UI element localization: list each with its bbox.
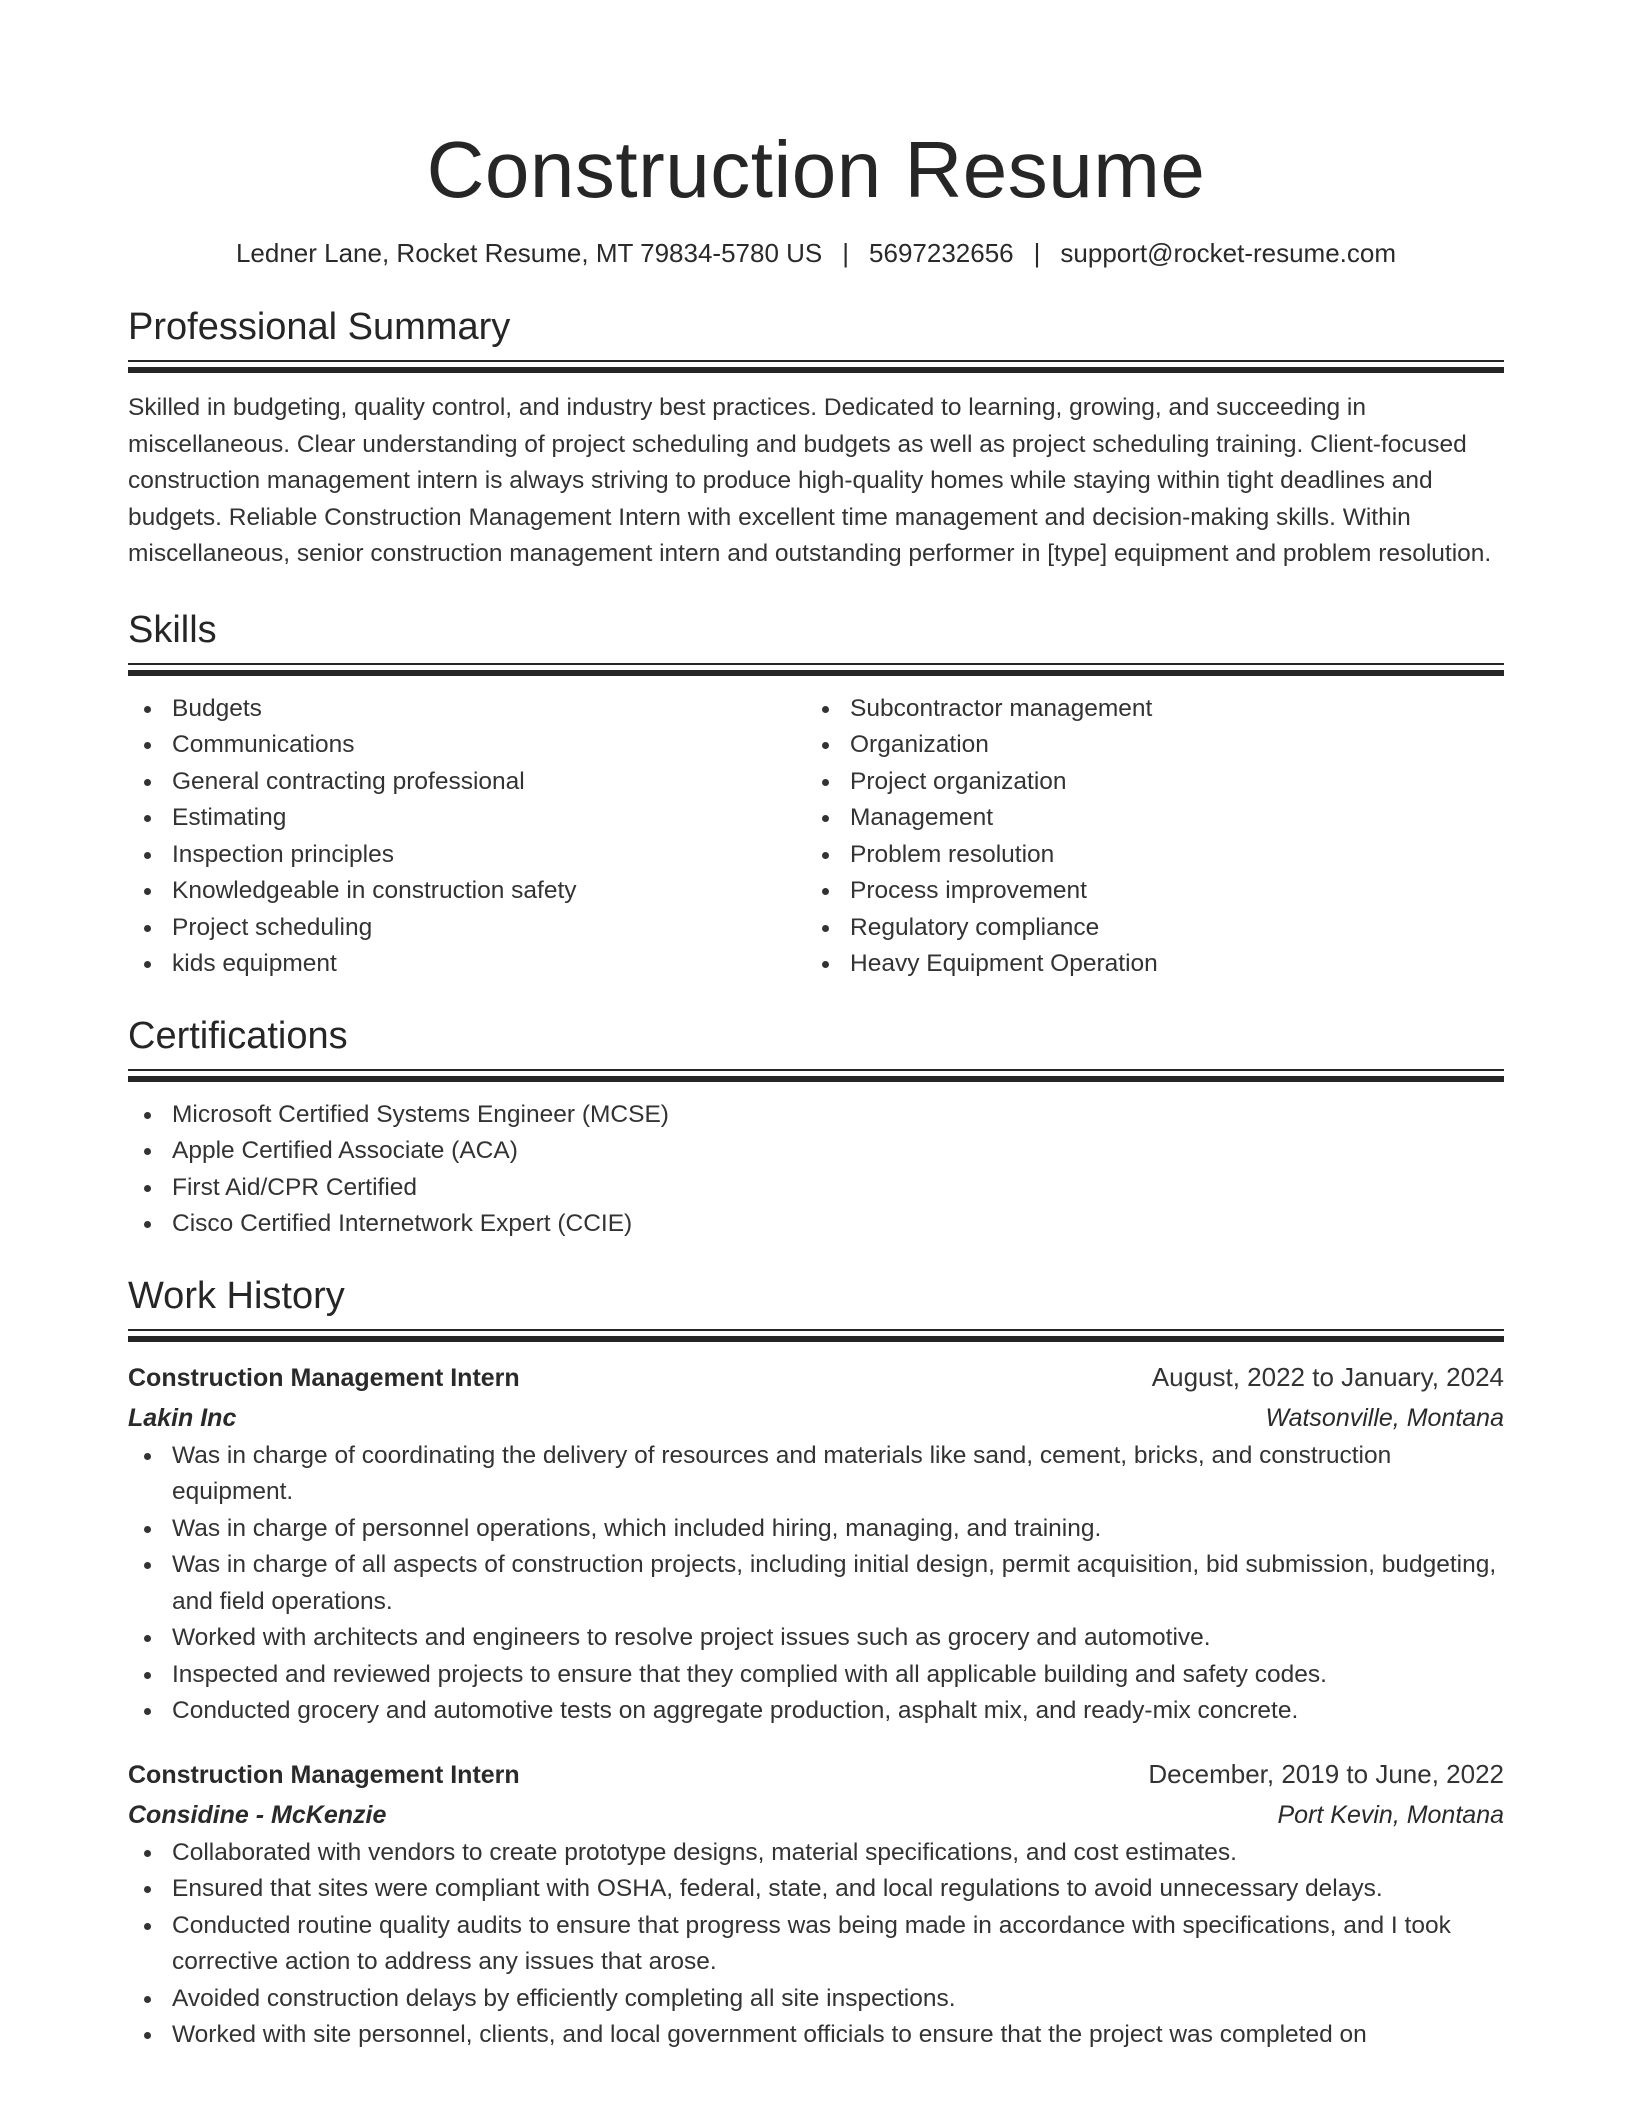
job-duties-list: [128, 1438, 1504, 1730]
job-duty: Collaborated with vendors to create prototype designs, material specifications, and cost estimates.: [172, 1835, 1504, 1872]
skills-list-right: [806, 691, 1484, 983]
section-title-work-history: Work History: [128, 1274, 345, 1317]
skill-item: kids equipment: [172, 946, 806, 983]
skill-item: Inspection principles: [172, 837, 806, 874]
skill-item: Estimating: [172, 800, 806, 837]
contact-separator: |: [842, 238, 850, 268]
job-duty: Was in charge of all aspects of construction projects, including initial design, permit acquisition, bid submission, budgeting, and field operations.: [172, 1547, 1504, 1620]
job-duty: Inspected and reviewed projects to ensure that they complied with all applicable building and safety codes.: [172, 1657, 1504, 1694]
section-title-skills: Skills: [128, 608, 217, 651]
section-divider: [128, 360, 1504, 374]
job-dates: August, 2022 to January, 2024: [1151, 1361, 1504, 1392]
skill-item: Process improvement: [850, 873, 1484, 910]
skill-item: Budgets: [172, 691, 806, 728]
skills-column-right: [806, 691, 1484, 983]
certification-item: Microsoft Certified Systems Engineer (MCSE): [172, 1097, 1504, 1134]
resume-name: Construction Resume: [426, 125, 1206, 214]
job-entry: [128, 1754, 1504, 2054]
job-header: [128, 1357, 1504, 1398]
certifications-list: [128, 1097, 1504, 1243]
job-location: Port Kevin, Montana: [1277, 1800, 1504, 1829]
skill-item: General contracting professional: [172, 764, 806, 801]
skill-item: Project organization: [850, 764, 1484, 801]
skill-item: Project scheduling: [172, 910, 806, 947]
job-company: Lakin Inc: [128, 1403, 237, 1432]
skill-item: Organization: [850, 727, 1484, 764]
job-location: Watsonville, Montana: [1265, 1403, 1504, 1432]
job-duty: Conducted routine quality audits to ensure that progress was being made in accordance with specifications, and I took corrective action to address any issues that arose.: [172, 1908, 1504, 1981]
contact-email: support@rocket-resume.com: [1060, 238, 1397, 268]
contact-phone: 5697232656: [869, 238, 1014, 268]
job-subheader: [128, 1398, 1504, 1438]
resume-page: [128, 0, 1504, 2054]
job-entry: [128, 1357, 1504, 1730]
skills-column-left: [128, 691, 806, 983]
job-duty: Worked with architects and engineers to resolve project issues such as grocery and automotive.: [172, 1620, 1504, 1657]
section-divider: [128, 663, 1504, 677]
skill-item: Subcontractor management: [850, 691, 1484, 728]
job-subheader: [128, 1795, 1504, 1835]
contact-address: Ledner Lane, Rocket Resume, MT 79834-5780 US: [235, 238, 823, 268]
section-divider: [128, 1329, 1504, 1343]
contact-line: [128, 236, 1504, 270]
certifications-section: [128, 1013, 1504, 1243]
skill-item: Problem resolution: [850, 837, 1484, 874]
summary-text: Skilled in budgeting, quality control, and industry best practices. Dedicated to learning, growing, and succeeding in miscellaneous. Clear understanding of project scheduling and budgets as well as project scheduling training. Client-focused construction management intern is always striving to produce high-quality homes while staying within tight deadlines and budgets. Reliable Construction Management Intern with excellent time management and decision-making skills. Within miscellaneous, senior construction management intern and outstanding performer in [type] equipment and problem resolution.: [128, 394, 1492, 567]
certification-item: Cisco Certified Internetwork Expert (CCIE): [172, 1206, 1504, 1243]
section-divider: [128, 1069, 1504, 1083]
job-duty: Was in charge of personnel operations, which included hiring, managing, and training.: [172, 1511, 1504, 1548]
job-title: Construction Management Intern: [128, 1363, 520, 1392]
section-title-certifications: Certifications: [128, 1014, 348, 1057]
job-company: Considine - McKenzie: [128, 1800, 387, 1829]
skill-item: Communications: [172, 727, 806, 764]
certification-item: Apple Certified Associate (ACA): [172, 1133, 1504, 1170]
job-dates: December, 2019 to June, 2022: [1148, 1758, 1504, 1789]
skills-list-left: [128, 691, 806, 983]
skill-item: Management: [850, 800, 1484, 837]
job-duty: Was in charge of coordinating the delivery of resources and materials like sand, cement, bricks, and construction equipment.: [172, 1438, 1504, 1511]
skill-item: Heavy Equipment Operation: [850, 946, 1484, 983]
skills-section: [128, 607, 1504, 983]
job-duty: Conducted grocery and automotive tests on aggregate production, asphalt mix, and ready-mix concrete.: [172, 1693, 1504, 1730]
skills-grid: [128, 691, 1504, 983]
job-duty: Worked with site personnel, clients, and local government officials to ensure that the project was completed on: [172, 2017, 1504, 2054]
work-history-section: [128, 1273, 1504, 2054]
section-title-summary: Professional Summary: [128, 306, 511, 348]
skill-item: Regulatory compliance: [850, 910, 1484, 947]
job-header: [128, 1754, 1504, 1795]
certification-item: First Aid/CPR Certified: [172, 1170, 1504, 1207]
summary-section: [128, 304, 1504, 573]
job-title: Construction Management Intern: [128, 1760, 520, 1789]
job-duties-list: [128, 1835, 1504, 2054]
job-duty: Avoided construction delays by efficiently completing all site inspections.: [172, 1981, 1504, 2018]
contact-separator: |: [1033, 238, 1041, 268]
skill-item: Knowledgeable in construction safety: [172, 873, 806, 910]
job-duty: Ensured that sites were compliant with OSHA, federal, state, and local regulations to avoid unnecessary delays.: [172, 1871, 1504, 1908]
